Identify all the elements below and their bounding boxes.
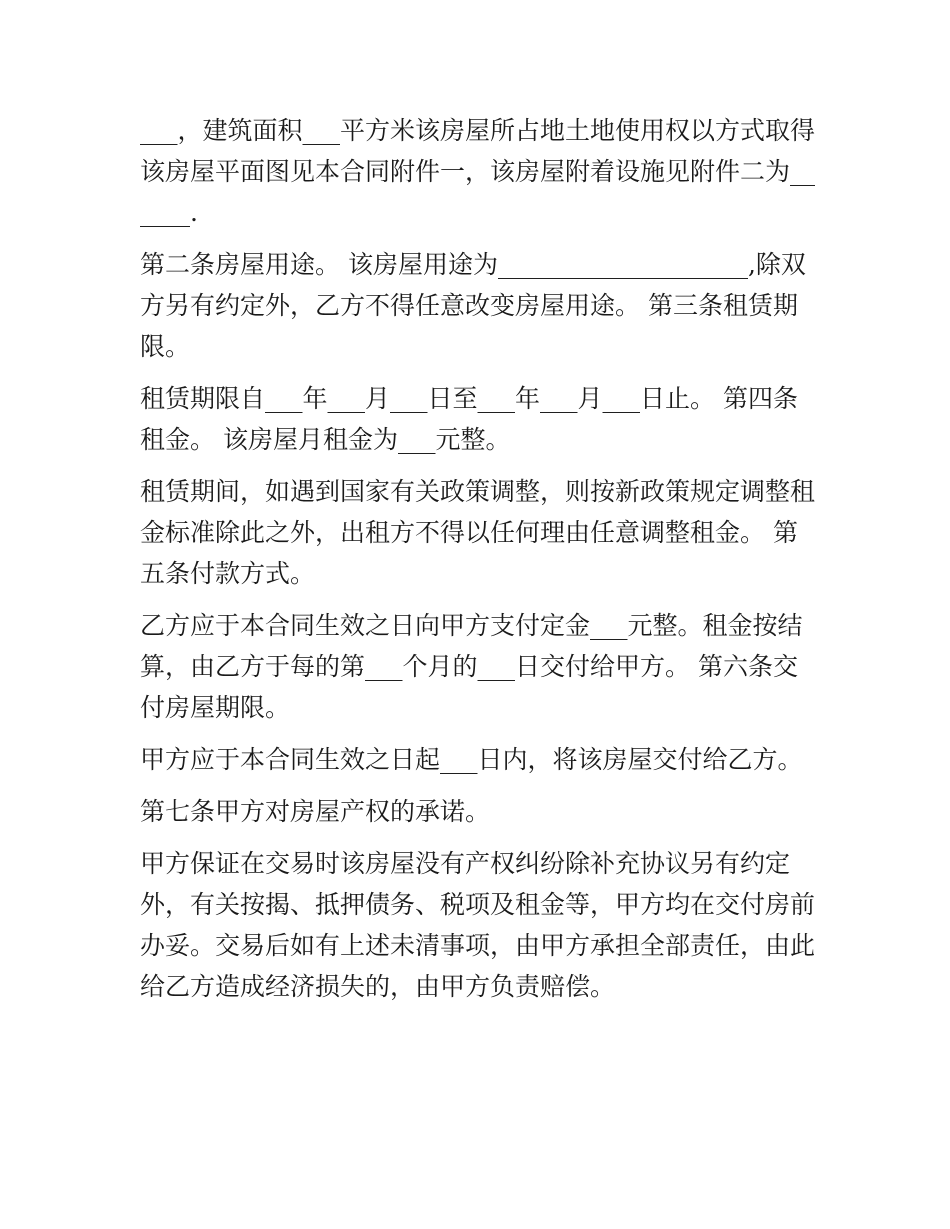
paragraph-article-7-heading: 第七条甲方对房屋产权的承诺。 [140, 797, 491, 826]
paragraph-rent-adjustment: 租赁期间，如遇到国家有关政策调整，则按新政策规定调整租金标准除此之外，出租方不得以任何理由任意调整租金。 第五条付款方式。 [140, 477, 816, 588]
paragraph-delivery-period: 甲方应于本合同生效之日起___日内，将该房屋交付给乙方。 [140, 745, 803, 774]
paragraph-ownership-guarantee: 甲方保证在交易时该房屋没有产权纠纷除补充协议另有约定外，有关按揭、抵押债务、税项及租金等，甲方均在交付房前办妥。交易后如有上述未清事项，由甲方承担全部责任，由此给乙方造成经济损失的，由甲方负责赔偿。 [140, 849, 816, 1001]
paragraph-payment-deposit: 乙方应于本合同生效之日向甲方支付定金___元整。租金按结算，由乙方于每的第___个月的___日交付给甲方。 第六条交付房屋期限。 [140, 611, 803, 722]
paragraph-property-area: ___，建筑面积___平方米该房屋所占地土地使用权以方式取得该房屋平面图见本合同附件一，该房屋附着设施见附件二为______. [140, 116, 816, 227]
paragraph-article-2-usage: 第二条房屋用途。 该房屋用途为____________________,除双方另有约定外，乙方不得任意改变房屋用途。 第三条租赁期限。 [140, 250, 806, 361]
paragraph-lease-term: 租赁期限自___年___月___日至___年___月___日止。 第四条租金。 该房屋月租金为___元整。 [140, 384, 798, 454]
document-body [140, 110, 815, 1018]
